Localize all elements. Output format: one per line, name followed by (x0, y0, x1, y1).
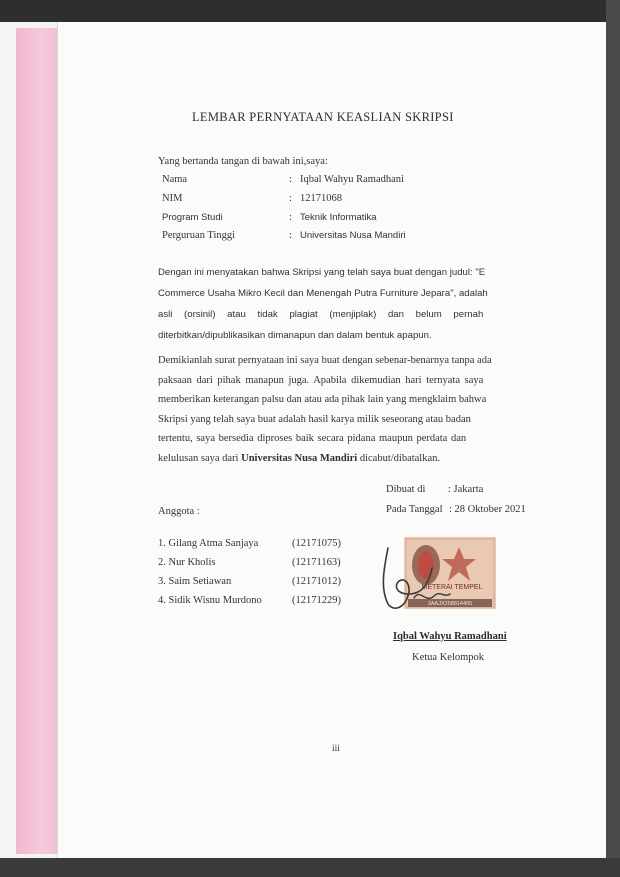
member-nim: (12171012) (292, 576, 341, 587)
scan-bottom-edge (0, 858, 620, 877)
identity-value-nim: 12171068 (300, 193, 342, 204)
page-title: LEMBAR PERNYATAAN KEASLIAN SKRIPSI (192, 110, 454, 124)
place-value: : Jakarta (448, 484, 484, 495)
member-name: 2. Nur Kholis (158, 557, 216, 568)
pink-cover-strip (16, 28, 58, 854)
paragraph-line: memberikan keterangan palsu dan atau ada pihak lain yang mengklaim bahwa (158, 394, 487, 405)
paragraph-line: Demikianlah surat pernyataan ini saya buat dengan sebenar-benarnya tanpa ada (158, 355, 492, 366)
paragraph-line (158, 449, 506, 469)
identity-value-name: Iqbal Wahyu Ramadhani (300, 174, 404, 185)
identity-value-university: Universitas Nusa Mandiri (300, 230, 406, 241)
paragraph-line: Commerce Usaha Mikro Kecil dan Menengah Putra Furniture Jepara", adalah (158, 288, 488, 299)
scan-right-edge (606, 0, 620, 877)
identity-sep: : (289, 174, 292, 185)
identity-label: NIM (162, 193, 183, 204)
member-name: 4. Sidik Wisnu Murdono (158, 595, 262, 606)
paragraph-line: Skripsi yang telah saya buat adalah hasil karya milik seseorang atau badan (158, 413, 471, 425)
member-nim: (12171163) (292, 557, 341, 568)
signature-stroke (414, 594, 450, 599)
member-nim: (12171075) (292, 538, 341, 549)
university-bold: Universitas Nusa Mandiri (241, 452, 358, 464)
signature-stroke (383, 548, 432, 608)
paragraph-last-suffix: dicabut/dibatalkan. (357, 452, 441, 464)
identity-label: Program Studi (162, 212, 223, 223)
date-value: : 28 Oktober 2021 (449, 504, 526, 515)
paragraph-line: tertentu, saya bersedia diproses baik secara pidana maupun perdata dan (158, 433, 467, 444)
members-heading: Anggota : (158, 506, 200, 517)
signature (374, 538, 454, 616)
intro-text: Yang bertanda tangan di bawah ini,saya: (158, 156, 328, 167)
paragraph-line: diterbitkan/dipublikasikan dimanapun dan dalam bentuk apapun. (158, 330, 432, 341)
paragraph-line: Dengan ini menyatakan bahwa Skripsi yang telah saya buat dengan judul: "E (158, 267, 486, 278)
identity-sep: : (289, 193, 292, 204)
page-number: iii (332, 744, 340, 754)
signer-role: Ketua Kelompok (412, 652, 485, 663)
identity-value-program: Teknik Informatika (300, 212, 377, 223)
identity-sep: : (289, 230, 292, 241)
paragraph-last-prefix: kelulusan saya dari (158, 452, 242, 464)
member-nim: (12171229) (292, 595, 341, 606)
date-label: Pada Tanggal (386, 504, 443, 515)
scan-top-edge (0, 0, 620, 22)
paragraph-line: asli (orsinil) atau tidak plagiat (menjiplak) dan belum pernah (158, 309, 484, 320)
member-name: 1. Gilang Atma Sanjaya (158, 538, 259, 549)
statement-paragraph (158, 262, 506, 346)
identity-label: Nama (162, 174, 188, 185)
paragraph-line: paksaan dari pihak manapun juga. Apabila dikemudian hari ternyata saya (158, 374, 484, 386)
declaration-paragraph (158, 351, 506, 468)
member-name: 3. Saim Setiawan (158, 576, 232, 587)
identity-label: Perguruan Tinggi (162, 230, 236, 241)
stamp-text: METERAI TEMPEL (421, 584, 483, 591)
stamp-serial: 3AAJX258814405 (427, 601, 473, 607)
place-label: Dibuat di (386, 484, 426, 495)
signer-name: Iqbal Wahyu Ramadhani (393, 631, 507, 642)
identity-sep: : (289, 212, 292, 223)
